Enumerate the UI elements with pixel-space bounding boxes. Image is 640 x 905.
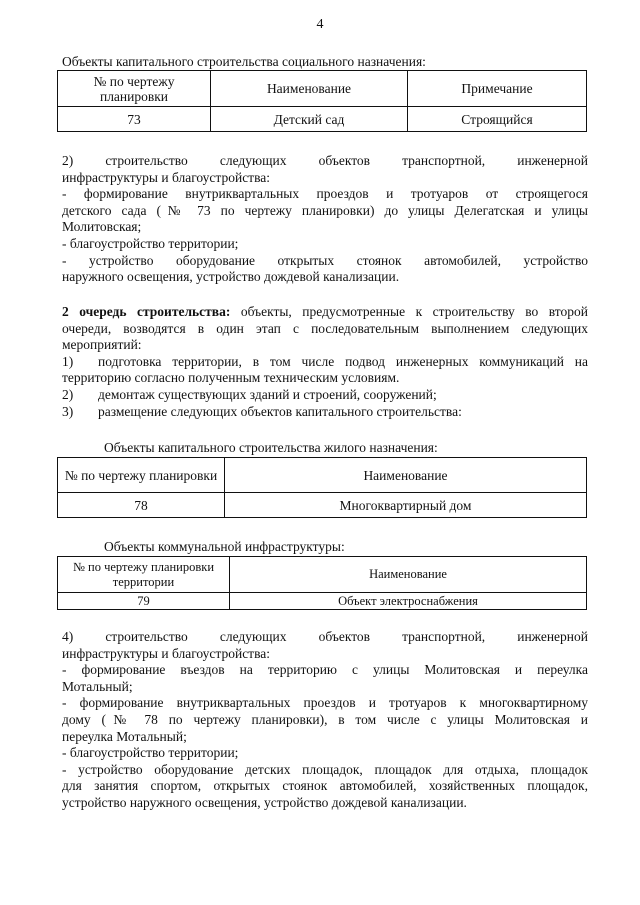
list-text: подготовка территории, в том числе подвод инженерных коммуникаций на (98, 353, 588, 369)
col-header-name: Наименование (211, 71, 408, 107)
para-line: Молитовская; (62, 219, 142, 235)
col-header-name: Наименование (230, 557, 587, 593)
para-line: переулка Мотальный; (62, 728, 187, 744)
section-4-transport-infrastructure (62, 629, 588, 812)
residential-table-caption: Объекты капитального строительства жилого назначения: (104, 440, 438, 455)
list-item (62, 387, 588, 404)
residential-objects-table (57, 457, 587, 518)
col-header-note: Примечание (408, 71, 587, 107)
cell-drawing-number: 78 (58, 493, 225, 518)
para-line: очереди, возводятся в один этап с последовательным выполнением следующих (62, 320, 588, 336)
col-header-drawing-number: № по чертежу планировки (58, 71, 211, 107)
list-item (62, 404, 588, 421)
section-2-transport-infrastructure (62, 153, 588, 286)
social-objects-table (57, 70, 587, 132)
page-number: 4 (316, 17, 324, 32)
para-line: - устройство оборудование детских площадок, площадок для отдыха, площадок (62, 761, 588, 777)
para-line: - формирование внутриквартальных проездов и тротуаров от строящегося (62, 186, 588, 202)
utility-objects-table (57, 556, 587, 610)
cell-note: Строящийся (408, 107, 587, 132)
table-row (58, 493, 587, 518)
stage-2-heading: 2 очередь строительства: (62, 304, 231, 319)
para-line (62, 304, 588, 321)
stage-2-section (62, 304, 588, 420)
para-line: территорию согласно полученным техническим условиям. (62, 370, 400, 386)
para-line: 4) строительство следующих объектов транспортной, инженерной (62, 629, 588, 644)
para-line: мероприятий: (62, 337, 142, 353)
para-line: - благоустройство территории; (62, 745, 239, 761)
list-number: 1) (62, 353, 74, 369)
cell-name: Объект электроснабжения (230, 593, 587, 610)
para-line: инфраструктуры и благоустройства: (62, 645, 271, 661)
para-line: 2) строительство следующих объектов транспортной, инженерной (62, 153, 588, 168)
para-line: - формирование въездов на территорию с улицы Молитовская и переулка (62, 662, 588, 678)
para-line: для занятия спортом, открытых стоянок автомобилей, хозяйственных площадок, (62, 778, 588, 794)
cell-name: Детский сад (211, 107, 408, 132)
list-text: демонтаж существующих зданий и строений, сооружений; (98, 386, 437, 402)
table-row (58, 593, 587, 610)
para-line: - благоустройство территории; (62, 235, 239, 251)
social-table-caption: Объекты капитального строительства социального назначения: (62, 54, 426, 69)
para-line: дому (№ 78 по чертежу планировки), в том числе с улицы Молитовская и (62, 711, 588, 727)
para-line: инфраструктуры и благоустройства: (62, 169, 271, 185)
col-header-drawing-number: № по чертежу планировки (58, 458, 225, 493)
table-row (58, 107, 587, 132)
para-line: детского сада (№ 73 по чертежу планировки) до улицы Делегатская и улицы (62, 202, 588, 218)
para-line: наружного освещения, устройство дождевой канализации. (62, 269, 400, 285)
stage-2-text: объекты, предусмотренные к строительству во второй (230, 304, 588, 319)
col-header-drawing-number: № по чертежу планировки территории (58, 557, 230, 593)
cell-drawing-number: 73 (58, 107, 211, 132)
list-number: 2) (62, 386, 74, 402)
para-line: - формирование внутриквартальных проездов и тротуаров к многоквартирному (62, 695, 588, 711)
para-line: - устройство оборудование открытых стоянок автомобилей, устройство (62, 252, 588, 268)
col-header-name: Наименование (225, 458, 587, 493)
list-number: 3) (62, 403, 74, 419)
list-item (62, 354, 588, 371)
cell-name: Многоквартирный дом (225, 493, 587, 518)
cell-drawing-number: 79 (58, 593, 230, 610)
para-line: устройство наружного освещения, устройство дождевой канализации. (62, 794, 467, 810)
para-line: Мотальный; (62, 678, 133, 694)
list-text: размещение следующих объектов капитального строительства: (98, 403, 462, 419)
utility-table-caption: Объекты коммунальной инфраструктуры: (104, 539, 345, 554)
